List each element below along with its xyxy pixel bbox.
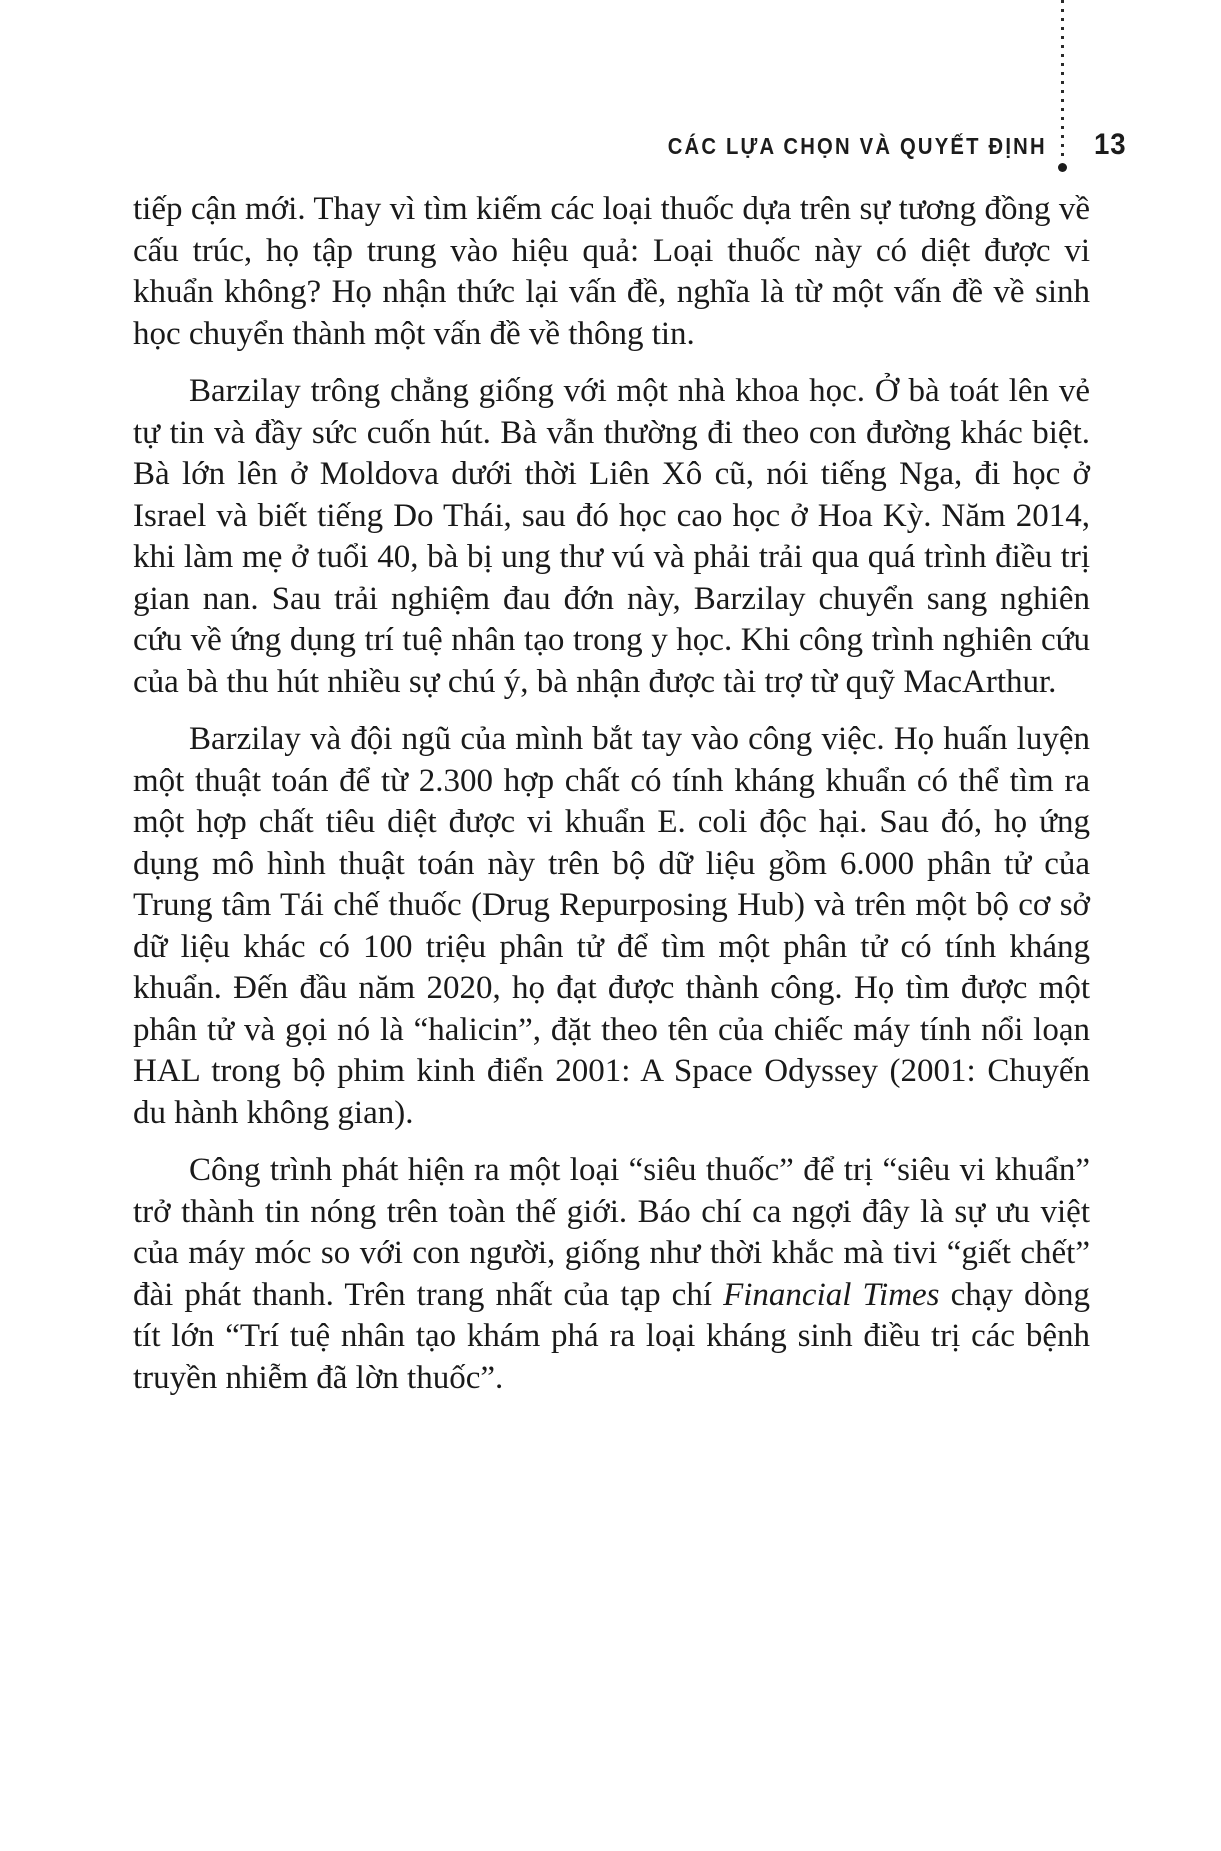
text-segment: tiếp cận mới. Thay vì tìm kiếm các loại thuốc dựa trên sự tương đồng về cấu trúc, họ tập trung vào hiệu quả: Loại thuốc này có diệt được vi khuẩn không? Họ nhận thức lại vấn đề, nghĩa là từ một vấn đề về sinh học chuyển thành một vấn đề về thông tin.	[133, 191, 1090, 352]
text-segment: chạy dòng tít lớn “Trí tuệ nhân tạo khám phá ra loại kháng sinh điều trị các bệnh truyền nhiễm đã lờn thuốc”.	[133, 1276, 1090, 1396]
paragraph	[133, 719, 1090, 1134]
text-segment: Barzilay và đội ngũ của mình bắt tay vào công việc. Họ huấn luyện một thuật toán để từ 2.300 hợp chất có tính kháng khuẩn có thể tìm ra một hợp chất tiêu diệt được vi khuẩn E. coli độc hại. Sau đó, họ ứng dụng mô hình thuật toán này trên bộ dữ liệu gồm 6.000 phân tử của Trung tâm Tái chế thuốc (Drug Repurposing Hub) và trên một bộ cơ sở dữ liệu khác có 100 triệu phân tử để tìm một phân tử có tính kháng khuẩn. Đến đầu năm 2020, họ đạt được thành công. Họ tìm được một phân tử và gọi nó là “halicin”, đặt theo tên của chiếc máy tính nổi loạn HAL trong bộ phim kinh điển 2001: A Space Odyssey (2001: Chuyến du hành không gian).	[133, 721, 1090, 1131]
paragraph	[133, 371, 1090, 703]
page-number: 13	[1094, 128, 1127, 161]
italic-text-segment: Financial Times	[723, 1276, 940, 1313]
header-dotted-rule	[1061, 0, 1064, 156]
paragraph	[133, 1150, 1090, 1399]
running-header-title: CÁC LỰA CHỌN VÀ QUYẾT ĐỊNH	[667, 133, 1047, 159]
paragraph	[133, 189, 1090, 355]
text-segment: Công trình phát hiện ra một loại “siêu thuốc” để trị “siêu vi khuẩn” trở thành tin nóng trên toàn thế giới. Báo chí ca ngợi đây là sự ưu việt của máy móc so với con người, giống như thời khắc mà tivi “giết chết” đài phát thanh. Trên trang nhất của tạp chí	[133, 1152, 1090, 1313]
header-rule-end-dot	[1058, 163, 1067, 172]
body-text	[133, 189, 1090, 1415]
text-segment: Barzilay trông chẳng giống với một nhà khoa học. Ở bà toát lên vẻ tự tin và đầy sức cuốn hút. Bà vẫn thường đi theo con đường khác biệt. Bà lớn lên ở Moldova dưới thời Liên Xô cũ, nói tiếng Nga, đi học ở Israel và biết tiếng Do Thái, sau đó học cao học ở Hoa Kỳ. Năm 2014, khi làm mẹ ở tuổi 40, bà bị ung thư vú và phải trải qua quá trình điều trị gian nan. Sau trải nghiệm đau đớn này, Barzilay chuyển sang nghiên cứu về ứng dụng trí tuệ nhân tạo trong y học. Khi công trình nghiên cứu của bà thu hút nhiều sự chú ý, bà nhận được tài trợ từ quỹ MacArthur.	[133, 373, 1090, 700]
